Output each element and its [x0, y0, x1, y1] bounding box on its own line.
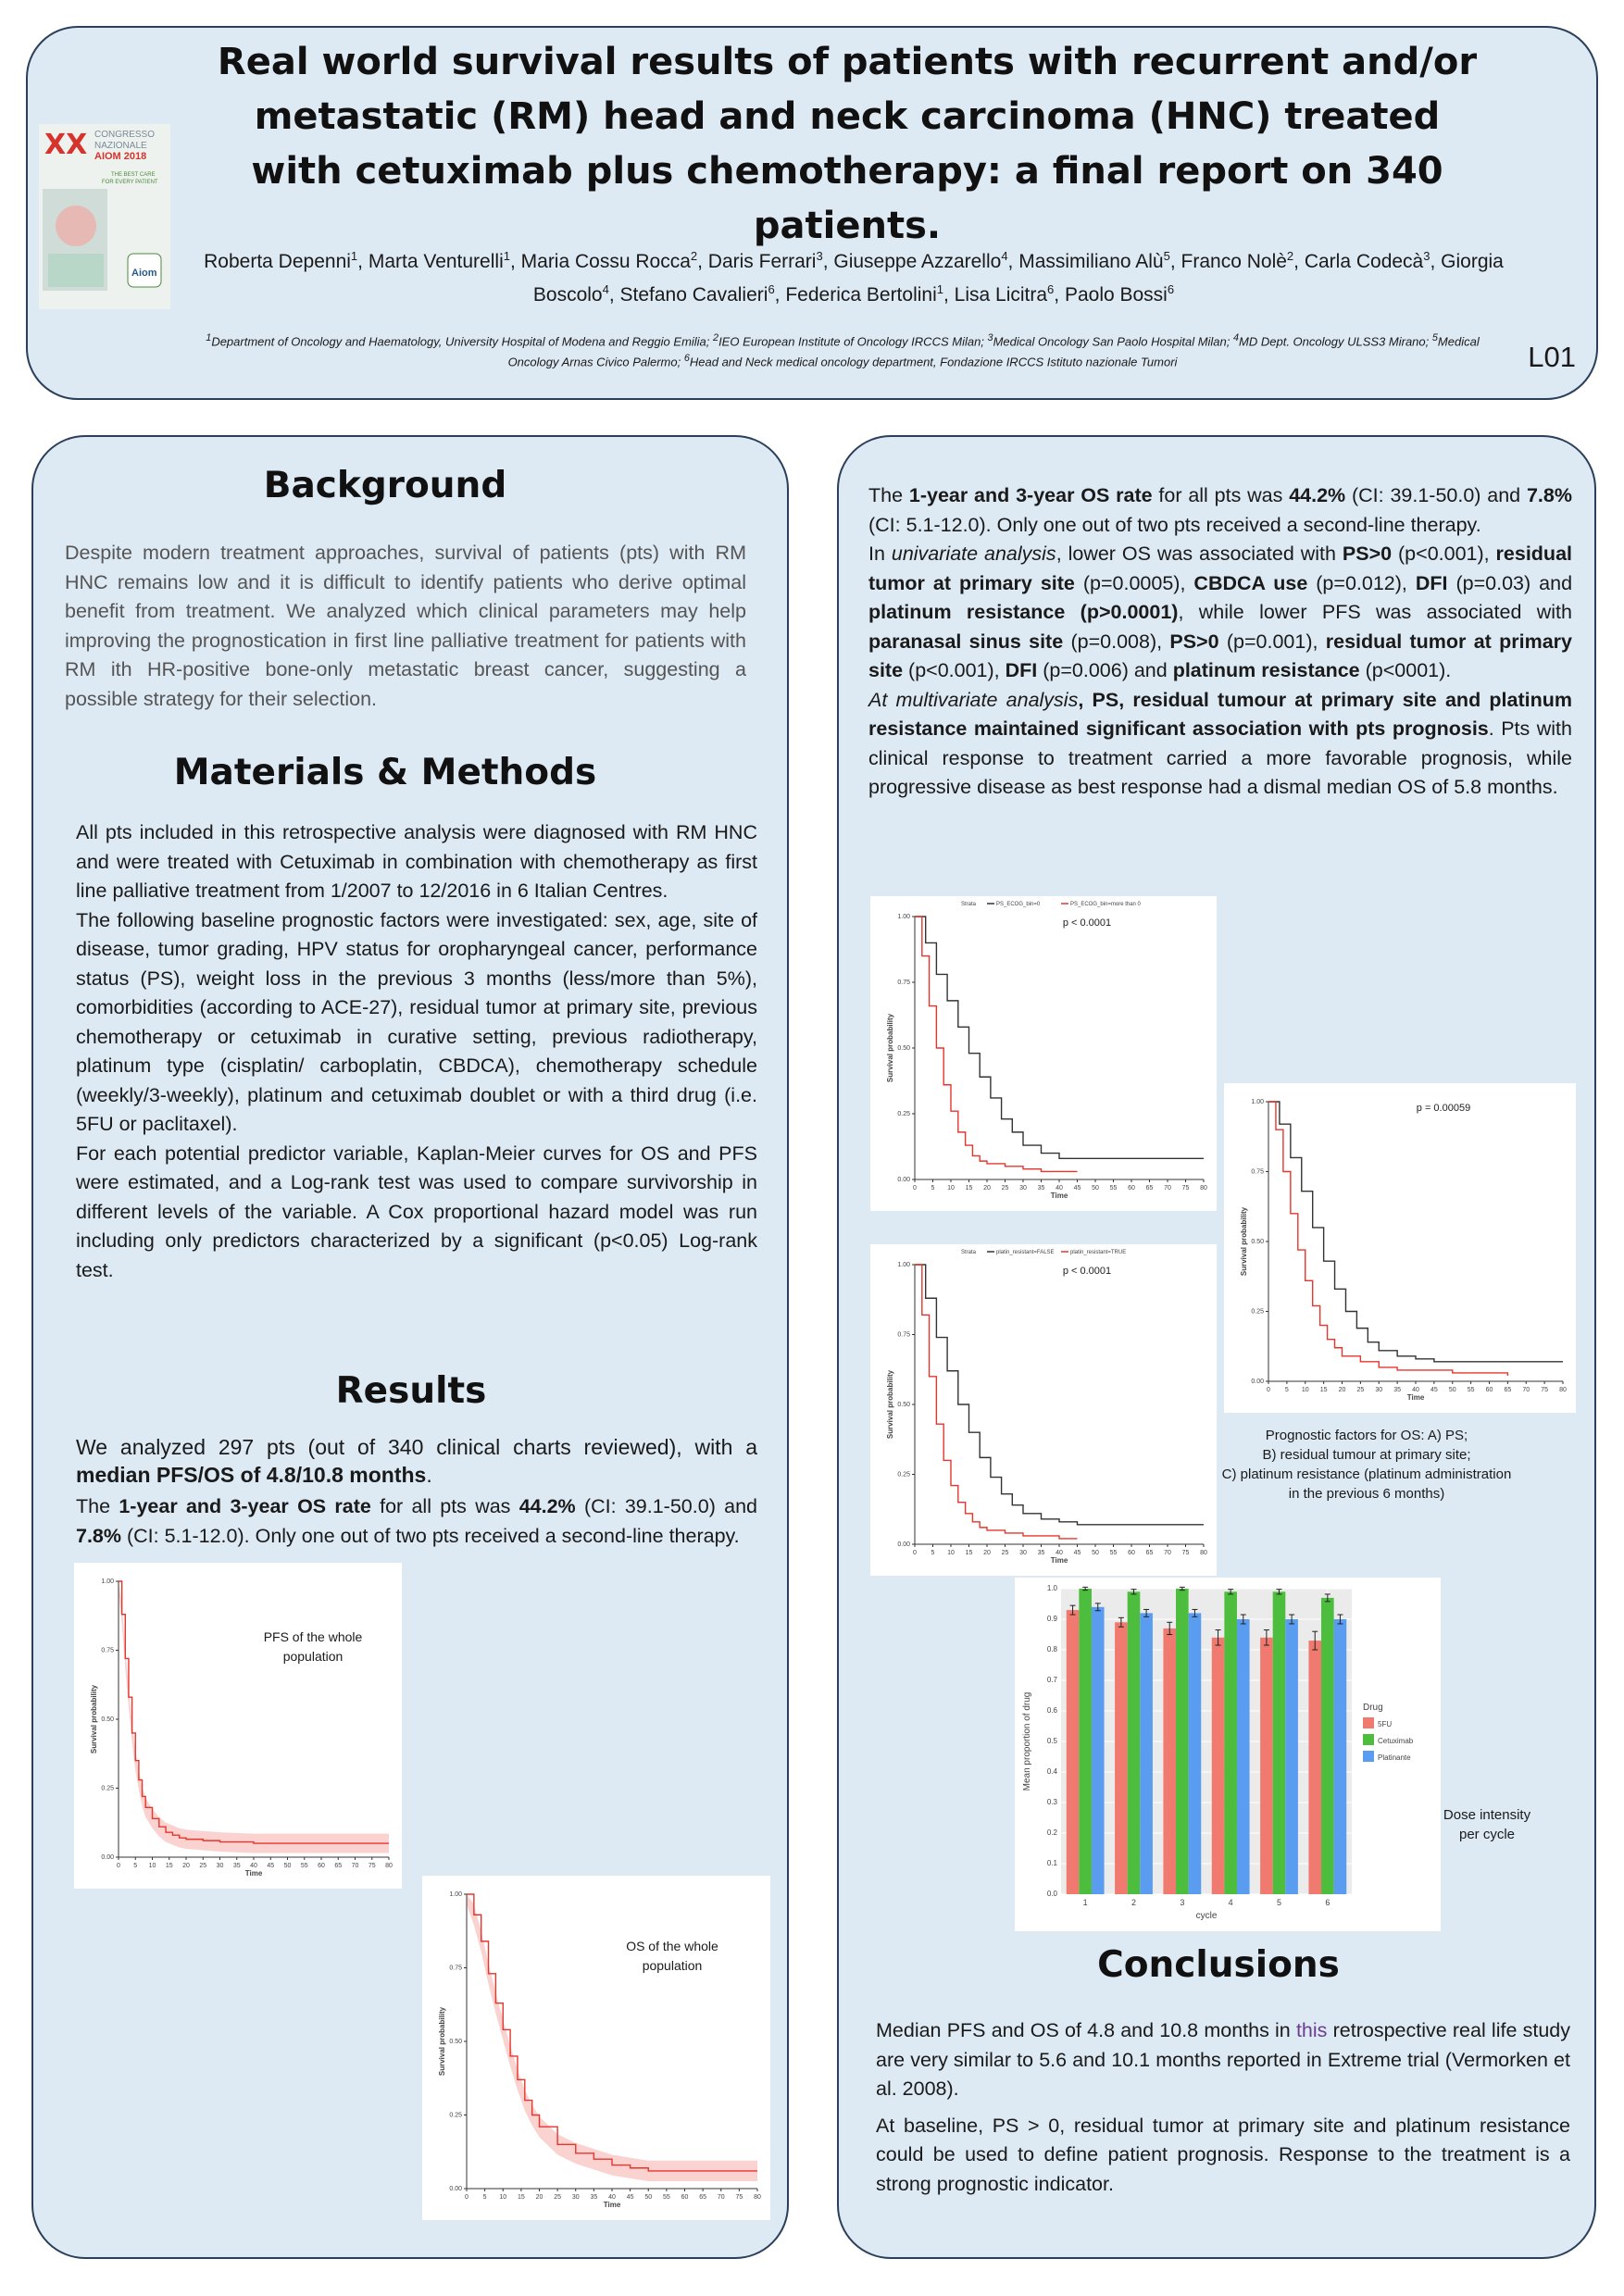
- x-tick-label: 5: [482, 2194, 487, 2201]
- methods-body: [76, 818, 757, 1285]
- bar-cetuximab: [1273, 1591, 1286, 1894]
- y-tick-label: 0.25: [101, 1785, 114, 1792]
- dose-caption: Dose intensity per cycle: [1443, 1807, 1531, 1842]
- x-tick-label: 50: [644, 2194, 653, 2201]
- affiliation-number: 2: [713, 332, 719, 343]
- legend-title: Drug: [1363, 1703, 1383, 1713]
- y-tick-label: 0.00: [101, 1854, 114, 1861]
- results-continued: [868, 481, 1572, 803]
- x-tick-label: 75: [1181, 1550, 1190, 1556]
- y-tick-label: 0.0: [1046, 1890, 1057, 1898]
- author: Lisa Licitra$^6$: [954, 282, 1055, 306]
- y-tick-label: 1.00: [897, 1262, 910, 1268]
- x-tick-label: 35: [590, 2194, 598, 2201]
- y-tick-label: 0.00: [897, 1541, 910, 1548]
- x-tick-label: 40: [1056, 1185, 1063, 1192]
- x-tick-label: 0: [913, 1185, 917, 1192]
- p-value-label: p = 0.00059: [1416, 1103, 1471, 1114]
- poster-title: Real world survival results of patients with recurrent and/or metastatic (RM) head and neck carcinoma (HNC) treated with cetuximab plus chemotherapy: a final report on 340 patients.: [217, 41, 1478, 247]
- author-list: Roberta Depenni$^1$, Marta Venturelli$^1$, Maria Cossu Rocca$^2$, Daris Ferrari$^3$, Giuseppe Azzarello$^4$, Massimiliano Alù$^5$, Franco Nolè$^2$, Carla Codecà$^3$, Giorgia Boscolo$^4$, Stefano Cavalieri$^6$, Federica Bertolini$^1$, Lisa Licitra$^6$, Paolo Bossi$^6$: [204, 249, 1504, 306]
- header-panel: [26, 26, 1598, 400]
- x-tick-label: 40: [1412, 1387, 1419, 1393]
- x-tick-label: 70: [1164, 1550, 1171, 1556]
- x-tick-label: 65: [1145, 1185, 1154, 1192]
- y-tick-label: 0.75: [101, 1647, 114, 1654]
- x-tick-label: 80: [1559, 1387, 1567, 1393]
- x-tick-label: 25: [554, 2194, 562, 2201]
- author-affiliation-mark: 2: [1286, 249, 1294, 263]
- x-tick-label: 10: [947, 1550, 955, 1556]
- y-tick-label: 0.00: [449, 2186, 462, 2192]
- x-tick-label: 60: [1128, 1185, 1135, 1192]
- logo-line-2: NAZIONALE: [94, 141, 147, 151]
- legend-title: Strata: [961, 902, 977, 907]
- bar-5fu: [1308, 1641, 1321, 1894]
- y-tick-label: 1.00: [1251, 1099, 1264, 1105]
- author: Stefano Cavalieri$^6$: [619, 282, 775, 306]
- x-tick-label: 20: [983, 1550, 991, 1556]
- x-axis-label: Time: [244, 1869, 263, 1878]
- affiliation-number: 1: [206, 332, 212, 343]
- y-tick-label: 0.50: [897, 1402, 910, 1408]
- y-tick-label: 0.4: [1046, 1767, 1057, 1776]
- methods-p1: All pts included in this retrospective analysis were diagnosed with RM HNC and were treated with Cetuximab in combination with chemotherapy as first line palliative treatment from 1/2007 to 12/2016 in 6 Italian Centres.: [76, 821, 757, 902]
- author: Roberta Depenni$^1$: [204, 249, 358, 272]
- x-tick-label: 45: [1430, 1387, 1438, 1393]
- x-tick-label: 65: [334, 1863, 343, 1869]
- y-tick-label: 0.00: [897, 1177, 910, 1183]
- x-tick-label: 55: [662, 2194, 670, 2201]
- x-axis-label: Time: [603, 2201, 621, 2209]
- y-tick-label: 0.25: [1251, 1308, 1264, 1316]
- x-tick-label: 0: [465, 2194, 468, 2201]
- x-tick-label: 45: [1073, 1550, 1081, 1556]
- x-tick-label: 70: [351, 1863, 359, 1869]
- logo-badge: Aiom: [131, 268, 157, 279]
- author: Maria Cossu Rocca$^2$: [520, 249, 698, 272]
- bar-platinante: [1189, 1613, 1202, 1894]
- affiliation-list: [185, 330, 1500, 371]
- bar-5fu: [1115, 1622, 1128, 1894]
- x-tick-label: 55: [300, 1863, 308, 1869]
- author-affiliation-mark: 5: [1163, 249, 1170, 263]
- y-tick-label: 0.75: [897, 1331, 910, 1339]
- x-tick-label: 75: [368, 1863, 376, 1869]
- author-affiliation-mark: 2: [690, 249, 698, 263]
- x-tick-label: 60: [1128, 1550, 1135, 1556]
- logo-line-3: AIOM 2018: [94, 151, 147, 162]
- conclusions-body: [876, 2016, 1570, 2199]
- x-tick-label: 40: [608, 2194, 616, 2201]
- author: Franco Nolè$^2$: [1181, 249, 1294, 272]
- x-tick-label: 15: [165, 1863, 173, 1869]
- x-tick-label: 70: [717, 2194, 725, 2201]
- x-tick-label: 60: [318, 1863, 325, 1869]
- bar-cetuximab: [1224, 1591, 1237, 1894]
- author-affiliation-mark: 3: [816, 249, 823, 263]
- y-axis-label: Survival probability: [90, 1684, 98, 1754]
- y-tick-label: 1.00: [449, 1891, 462, 1898]
- y-tick-label: 0.9: [1046, 1615, 1057, 1623]
- background-heading: Background: [263, 465, 507, 506]
- survival-curve: [915, 1265, 1078, 1539]
- author-affiliation-mark: 6: [1047, 282, 1055, 296]
- y-tick-label: 0.25: [897, 1111, 910, 1117]
- y-tick-label: 0.75: [1251, 1168, 1264, 1176]
- km-chart-b-svg: [1224, 1083, 1576, 1413]
- x-tick-label: 10: [947, 1185, 955, 1192]
- x-tick-label: 5: [931, 1185, 935, 1192]
- y-tick-label: 0.50: [897, 1045, 910, 1052]
- x-tick-label: 35: [1037, 1550, 1045, 1556]
- results-intro: We analyzed 297 pts (out of 340 clinical charts reviewed), with a median PFS/OS of 4.8/10.8 months.: [76, 1435, 757, 1487]
- x-tick-label: 0: [117, 1863, 120, 1869]
- affiliation: Head and Neck medical oncology department, Fondazione IRCCS Istituto nazionale Tumori: [689, 355, 1178, 369]
- conclusions-heading: Conclusions: [1097, 1944, 1340, 1986]
- os-chart: [422, 1876, 770, 2220]
- x-tick-label: 45: [626, 2194, 634, 2201]
- confidence-band: [119, 1581, 389, 1853]
- x-axis-label: Time: [1406, 1393, 1425, 1402]
- x-tick-label: 5: [1284, 1387, 1289, 1393]
- x-tick-label: 20: [1338, 1387, 1346, 1393]
- x-tick-label: 40: [1056, 1550, 1063, 1556]
- x-tick-label: 3: [1180, 1898, 1185, 1907]
- methods-p2: The following baseline prognostic factors were investigated: sex, age, site of disease, tumor grading, HPV status for oropharyngeal cancer, performance status (PS), weight loss in the previous 3 months (less/more than 5%), comorbidities (according to ACE-27), residual tumor at primary site, previous chemotherapy or cetuximab in curative setting, previous radiotherapy, platinum type (cisplatin/ carboplatin, CBDCA), chemotherapy schedule (weekly/3-weekly), platinum and cetuximab doublet or with a third drug (i.e. 5FU or paclitaxel).: [76, 908, 757, 1135]
- author-affiliation-mark: 6: [768, 282, 775, 296]
- bar-5fu: [1212, 1638, 1225, 1894]
- x-tick-label: 60: [1485, 1387, 1493, 1393]
- os-caption: OS of the whole population: [626, 1939, 718, 1973]
- bar-cetuximab: [1321, 1598, 1334, 1894]
- x-tick-label: 5: [133, 1863, 138, 1869]
- y-tick-label: 0.2: [1046, 1828, 1057, 1837]
- author: Carla Codecà$^3$: [1304, 249, 1430, 272]
- x-tick-label: 80: [1200, 1185, 1207, 1192]
- km-chart-c-svg: [870, 1244, 1217, 1576]
- x-tick-label: 65: [1145, 1550, 1154, 1556]
- legend-label: platin_resistant=TRUE: [1070, 1250, 1127, 1255]
- y-tick-label: 0.6: [1046, 1706, 1057, 1715]
- x-axis-label: Time: [1050, 1556, 1068, 1565]
- y-tick-label: 0.50: [449, 2039, 462, 2045]
- prognostic-caption: Prognostic factors for OS: A) PS; B) residual tumour at primary site; C) platinum resistance (platinum administration in the previous 6 months): [1221, 1428, 1512, 1502]
- x-tick-label: 25: [1001, 1550, 1009, 1556]
- legend-label: Platinante: [1378, 1753, 1411, 1762]
- x-tick-label: 30: [1375, 1387, 1383, 1393]
- x-tick-label: 4: [1228, 1898, 1233, 1907]
- x-tick-label: 75: [1181, 1185, 1190, 1192]
- x-tick-label: 75: [735, 2194, 743, 2201]
- x-tick-label: 35: [1037, 1185, 1045, 1192]
- results-univariate: In univariate analysis, lower OS was associated with PS>0 (p<0.001), residual tumor at primary site (p=0.0005), CBDCA use (p=0.012), DFI (p=0.03) and platinum resistance (p>0.0001), while lower PFS was associated with paranasal sinus site (p=0.008), PS>0 (p=0.001), residual tumor at primary site (p<0.001), DFI (p=0.006) and platinum resistance (p<0001).: [868, 543, 1573, 681]
- x-tick-label: 5: [931, 1550, 935, 1556]
- pfs-chart-svg: [74, 1563, 402, 1889]
- x-tick-label: 70: [1164, 1185, 1171, 1192]
- km-chart-b: [1224, 1083, 1576, 1413]
- bar-cetuximab: [1176, 1589, 1189, 1894]
- legend-title: Strata: [961, 1250, 977, 1255]
- survival-curve: [467, 1894, 757, 2171]
- x-tick-label: 2: [1131, 1898, 1137, 1907]
- author-affiliation-mark: 4: [602, 282, 609, 296]
- y-tick-label: 0.25: [897, 1471, 910, 1479]
- logo-line-1: CONGRESSO: [94, 130, 156, 140]
- x-tick-label: 65: [1504, 1387, 1512, 1393]
- bar-5fu: [1260, 1638, 1273, 1894]
- results-multivariate: At multivariate analysis, PS, residual tumour at primary site and platinum resistance maintained significant association with pts prognosis. Pts with clinical response to treatment carried a more favorable prognosis, while progressive disease as best response had a dismal median OS of 5.8 months.: [868, 688, 1572, 798]
- y-tick-label: 0.00: [1251, 1379, 1264, 1385]
- x-tick-label: 15: [965, 1185, 973, 1192]
- x-tick-label: 30: [216, 1863, 224, 1869]
- p-value-label: p < 0.0001: [1062, 1266, 1112, 1277]
- bar-cetuximab: [1079, 1589, 1092, 1894]
- x-tick-label: 1: [1082, 1898, 1088, 1907]
- legend-label: Cetuximab: [1378, 1737, 1414, 1745]
- x-tick-label: 40: [250, 1863, 257, 1869]
- x-tick-label: 10: [1301, 1387, 1309, 1393]
- km-chart-a: [870, 896, 1217, 1211]
- affiliation-number: 6: [683, 353, 690, 365]
- author: Giorgia Boscolo$^4$: [532, 251, 1504, 306]
- y-axis-label: Survival probability: [886, 1013, 894, 1083]
- results-heading: Results: [335, 1370, 487, 1412]
- affiliation-number: 3: [987, 332, 993, 343]
- y-tick-label: 0.50: [1251, 1239, 1264, 1245]
- legend-label: PS_ECOG_bin=0: [996, 902, 1041, 907]
- x-tick-label: 70: [1522, 1387, 1530, 1393]
- x-tick-label: 20: [983, 1185, 991, 1192]
- affiliation: IEO European Institute of Oncology IRCCS Milan;: [718, 334, 984, 349]
- y-tick-label: 0.50: [101, 1716, 114, 1723]
- x-tick-label: 25: [199, 1863, 207, 1869]
- y-axis-label: Survival probability: [1240, 1206, 1248, 1277]
- bar-platinante: [1334, 1619, 1347, 1894]
- x-tick-label: 45: [1073, 1185, 1081, 1192]
- x-tick-label: 15: [965, 1550, 973, 1556]
- x-tick-label: 80: [385, 1863, 393, 1869]
- dose-chart-svg: [1015, 1578, 1441, 1931]
- survival-curve: [915, 917, 1078, 1171]
- logo-tag-1: THE BEST CARE: [111, 172, 156, 178]
- bar-cetuximab: [1128, 1591, 1141, 1894]
- pfs-caption: PFS of the whole population: [263, 1629, 363, 1664]
- author: Giuseppe Azzarello$^4$: [833, 249, 1008, 272]
- results-os-rate-left: The 1-year and 3-year OS rate for all pts was 44.2% (CI: 39.1-50.0) and 7.8% (CI: 5.1-12.0). Only one out of two pts received a second-line therapy.: [76, 1495, 757, 1547]
- x-tick-label: 25: [1001, 1185, 1009, 1192]
- y-tick-label: 1.0: [1046, 1584, 1057, 1592]
- results-os-rate: The 1-year and 3-year OS rate for all pts was 44.2% (CI: 39.1-50.0) and 7.8% (CI: 5.1-12.0). Only one out of two pts received a second-line therapy.: [868, 484, 1572, 536]
- y-tick-label: 0.3: [1046, 1798, 1057, 1806]
- x-tick-label: 80: [1200, 1550, 1207, 1556]
- x-tick-label: 80: [754, 2194, 761, 2201]
- x-tick-label: 75: [1541, 1387, 1549, 1393]
- congress-logo-art: [39, 124, 170, 309]
- x-tick-label: 35: [1393, 1387, 1402, 1393]
- affiliation: Department of Oncology and Haematology, University Hospital of Modena and Reggio Emilia;: [211, 334, 710, 349]
- methods-heading: Materials & Methods: [173, 752, 597, 793]
- pfs-chart: [74, 1563, 402, 1889]
- conclusions-p1: Median PFS and OS of 4.8 and 10.8 months in this retrospective real life study are very similar to 5.6 and 10.1 months reported in Extreme trial (Vermorken et al. 2008).: [876, 2019, 1570, 2100]
- y-tick-label: 0.75: [449, 1965, 462, 1972]
- x-tick-label: 65: [699, 2194, 707, 2201]
- x-tick-label: 10: [148, 1863, 156, 1869]
- x-tick-label: 15: [517, 2194, 525, 2201]
- poster-code: L01: [1528, 341, 1576, 373]
- x-tick-label: 60: [681, 2194, 689, 2201]
- y-tick-label: 1.00: [101, 1578, 114, 1585]
- p-value-label: p < 0.0001: [1062, 917, 1112, 929]
- author-affiliation-mark: 3: [1423, 249, 1430, 263]
- y-tick-label: 0.8: [1046, 1645, 1057, 1653]
- x-tick-label: 50: [1448, 1387, 1456, 1393]
- x-tick-label: 50: [1092, 1185, 1099, 1192]
- y-tick-label: 0.5: [1046, 1737, 1057, 1745]
- dose-chart: [1015, 1578, 1441, 1931]
- author-affiliation-mark: 1: [503, 249, 510, 263]
- affiliation: Medical Oncology Arnas Civico Palermo;: [507, 334, 1480, 369]
- x-tick-label: 0: [913, 1550, 917, 1556]
- congress-logo: [39, 124, 170, 309]
- bar-platinante: [1140, 1613, 1153, 1894]
- author-affiliation-mark: 1: [350, 249, 358, 263]
- author-affiliation-mark: 1: [936, 282, 943, 296]
- bar-platinante: [1092, 1607, 1105, 1894]
- x-axis-label: cycle: [1195, 1911, 1218, 1921]
- legend-swatch: [1363, 1734, 1374, 1745]
- x-tick-label: 55: [1109, 1550, 1118, 1556]
- legend-label: platin_resistant=FALSE: [996, 1250, 1055, 1255]
- x-tick-label: 20: [535, 2194, 543, 2201]
- legend-label: 5FU: [1378, 1720, 1393, 1728]
- author: Federica Bertolini$^1$: [785, 282, 943, 306]
- x-tick-label: 50: [1092, 1550, 1099, 1556]
- author: Paolo Bossi$^6$: [1064, 282, 1175, 306]
- x-tick-label: 30: [1019, 1550, 1027, 1556]
- x-tick-label: 45: [267, 1863, 275, 1869]
- x-tick-label: 10: [499, 2194, 507, 2201]
- background-text: Despite modern treatment approaches, survival of patients (pts) with RM HNC remains low and it is difficult to identify patients who derive optimal benefit from treatment. We analyzed which clinical parameters may help improving the prognostication in first line palliative treatment for patients with RM ith HR-positive bone-only metastatic breast cancer, suggesting a possible strategy for their selection.: [65, 542, 746, 710]
- y-tick-label: 0.1: [1046, 1859, 1057, 1867]
- survival-curve: [119, 1581, 389, 1843]
- bar-platinante: [1237, 1619, 1250, 1894]
- y-tick-label: 0.75: [897, 980, 910, 986]
- x-tick-label: 30: [1019, 1185, 1027, 1192]
- x-axis-label: Time: [1050, 1192, 1068, 1200]
- bar-platinante: [1285, 1619, 1298, 1894]
- x-tick-label: 20: [182, 1863, 190, 1869]
- y-axis-label: Survival probability: [886, 1369, 894, 1440]
- km-chart-a-svg: [870, 896, 1217, 1211]
- x-tick-label: 6: [1325, 1898, 1330, 1907]
- y-tick-label: 0.25: [449, 2112, 462, 2119]
- author: Marta Venturelli$^1$: [368, 249, 510, 272]
- x-tick-label: 0: [1267, 1387, 1270, 1393]
- logo-tag-2: FOR EVERY PATIENT: [102, 180, 158, 185]
- x-tick-label: 55: [1109, 1185, 1118, 1192]
- x-tick-label: 55: [1467, 1387, 1475, 1393]
- x-tick-label: 30: [571, 2194, 580, 2201]
- author-affiliation-mark: 4: [1001, 249, 1008, 263]
- legend-swatch: [1363, 1751, 1374, 1762]
- os-chart-svg: [422, 1876, 770, 2220]
- affiliation: Medical Oncology San Paolo Hospital Milan;: [993, 334, 1230, 349]
- survival-curve: [1268, 1102, 1507, 1376]
- author: Daris Ferrari$^3$: [707, 249, 823, 272]
- legend-label: PS_ECOG_bin=more than 0: [1070, 902, 1141, 907]
- affiliation-number: 5: [1431, 332, 1438, 343]
- conclusions-p2: At baseline, PS > 0, residual tumor at primary site and platinum resistance could be used to define patient prognosis. Response to the treatment is a strong prognostic indicator.: [876, 2114, 1570, 2195]
- x-tick-label: 5: [1276, 1898, 1282, 1907]
- methods-p3: For each potential predictor variable, Kaplan-Meier curves for OS and PFS were estimated, and a Log-rank test was used to compare survivorship in different levels of the variable. A Cox proportional hazard model was run including only predictors characterized by a significant (p<0.05) Log-rank test.: [76, 1142, 757, 1281]
- bar-5fu: [1163, 1628, 1176, 1894]
- survival-curve: [1268, 1102, 1563, 1362]
- author-affiliation-mark: 6: [1167, 282, 1175, 296]
- y-tick-label: 0.7: [1046, 1676, 1057, 1684]
- x-tick-label: 25: [1356, 1387, 1365, 1393]
- bar-5fu: [1067, 1610, 1080, 1894]
- affiliation: MD Dept. Oncology ULSS3 Mirano;: [1239, 334, 1430, 349]
- affiliation-number: 4: [1233, 332, 1240, 343]
- y-axis-label: Survival probability: [438, 2006, 446, 2077]
- y-tick-label: 1.00: [897, 914, 910, 920]
- y-axis-label: Mean proportion of drug: [1022, 1691, 1032, 1791]
- x-tick-label: 50: [283, 1863, 292, 1869]
- x-tick-label: 35: [232, 1863, 241, 1869]
- logo-numeral: XX: [44, 129, 88, 161]
- author: Massimiliano Alù$^5$: [1018, 249, 1170, 272]
- legend-swatch: [1363, 1717, 1374, 1728]
- x-tick-label: 15: [1319, 1387, 1328, 1393]
- km-chart-c: [870, 1244, 1217, 1576]
